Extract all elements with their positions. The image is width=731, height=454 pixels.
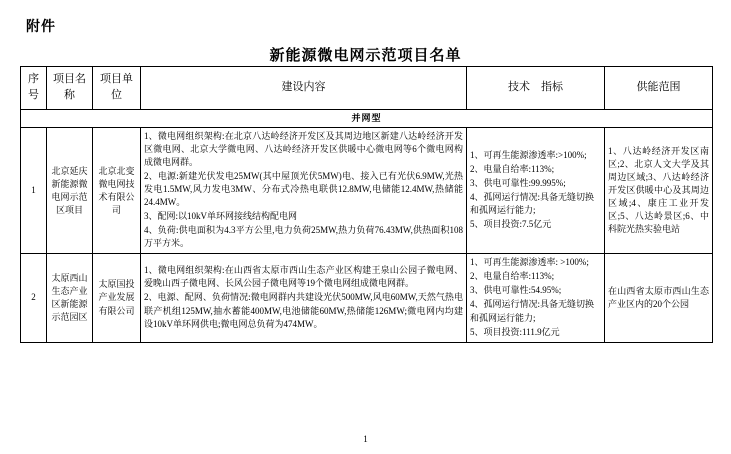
table-row [21, 127, 713, 253]
row-tech [467, 127, 605, 253]
column-header-project-unit: 项目单位 [93, 67, 141, 110]
row-project-unit: 北京北变微电网技术有限公司 [93, 127, 141, 253]
column-header-content: 建设内容 [141, 67, 467, 110]
table-row [21, 254, 713, 342]
row-project-unit: 太原国投产业发展有限公司 [93, 254, 141, 342]
attachment-label: 附件 [26, 20, 56, 35]
tech-paragraph: 5、项目投资:7.5亿元 [470, 219, 552, 230]
content-paragraph: 1、微电网组织架构:在山西省太原市西山生态产业区构建王泉山公园子微电网、爱晚山西子微电网、长风公园子微电网等19个微电网组成微电网群。 [144, 265, 463, 289]
tech-paragraph: 4、孤网运行情况:具备无缝切换和孤网运行能力; [470, 192, 595, 216]
table-header-row [21, 67, 713, 110]
row-seq: 2 [21, 254, 47, 342]
row-project-name: 太原西山生态产业区新能源示范园区 [47, 254, 93, 342]
tech-paragraph: 3、供电可靠性:99.995%; [470, 178, 566, 189]
row-content [141, 254, 467, 342]
page-number: 1 [363, 434, 368, 444]
tech-paragraph: 2、电量自给率:113%; [470, 271, 555, 282]
section-header-row [21, 109, 713, 127]
tech-paragraph: 1、可再生能源渗透率:>100%; [470, 149, 587, 160]
row-content [141, 127, 467, 253]
row-project-name: 北京延庆新能源微电网示范区项目 [47, 127, 93, 253]
column-header-scope: 供能范围 [605, 67, 713, 110]
page-title: 新能源微电网示范项目名单 [269, 48, 462, 64]
content-paragraph: 2、电源:新建光伏发电25MW(其中屋顶光伏5MW)电、接入已有光伏6.9MW,光热发电1.5MW,风力发电3MW、分布式冷热电联供12.8MW,电储能12.4MW,热储能24.4MW。 [144, 171, 463, 208]
row-seq: 1 [21, 127, 47, 253]
content-paragraph: 1、微电网组织架构:在北京八达岭经济开发区及其周边地区新建八达岭经济开发区微电网、北京大学微电网、八达岭经济开发区供暖中心微电网等6个微电网构成微电网群。 [144, 130, 463, 168]
content-paragraph: 4、负荷:供电面积为4.3平方公里,电力负荷25MW,热力负荷76.43MW,供热面积108万平方米。 [144, 225, 463, 249]
section-title: 并网型 [21, 109, 713, 127]
project-list-table [20, 66, 713, 343]
row-scope: 1、八达岭经济开发区南区;2、北京人文大学及其周边区域;3、八达岭经济开发区供暖中心及其周边区域;4、康庄工业开发区;5、八达岭景区;6、中科院光热实验电站 [605, 127, 713, 253]
tech-paragraph: 5、项目投资:111.9亿元 [470, 326, 560, 337]
tech-paragraph: 2、电量自给率:113%; [470, 164, 555, 175]
column-header-tech: 技术 指标 [467, 67, 605, 110]
content-paragraph: 2、电源、配网、负荷情况:微电网群内共建设光伏500MW,风电60MW,天然气热电联产机组125MW,抽水蓄能400MW,电池储能60MW,热储能126MW;微电网内均建设10kV单环网供电;微电网总负荷为474MW。 [144, 292, 463, 329]
row-tech [467, 254, 605, 342]
tech-paragraph: 1、可再生能源渗透率: >100%; [470, 257, 589, 268]
tech-paragraph: 4、孤网运行情况:具备无缝切换和孤网运行能力; [470, 299, 595, 323]
column-header-project-name: 项目名称 [47, 67, 93, 110]
column-header-seq: 序号 [21, 67, 47, 110]
content-paragraph: 3、配网:以10kV单环网接线结构配电网 [144, 211, 298, 222]
tech-paragraph: 3、供电可靠性:54.95%; [470, 285, 562, 296]
row-scope: 在山西省太原市西山生态产业区内的20个公园 [605, 254, 713, 342]
